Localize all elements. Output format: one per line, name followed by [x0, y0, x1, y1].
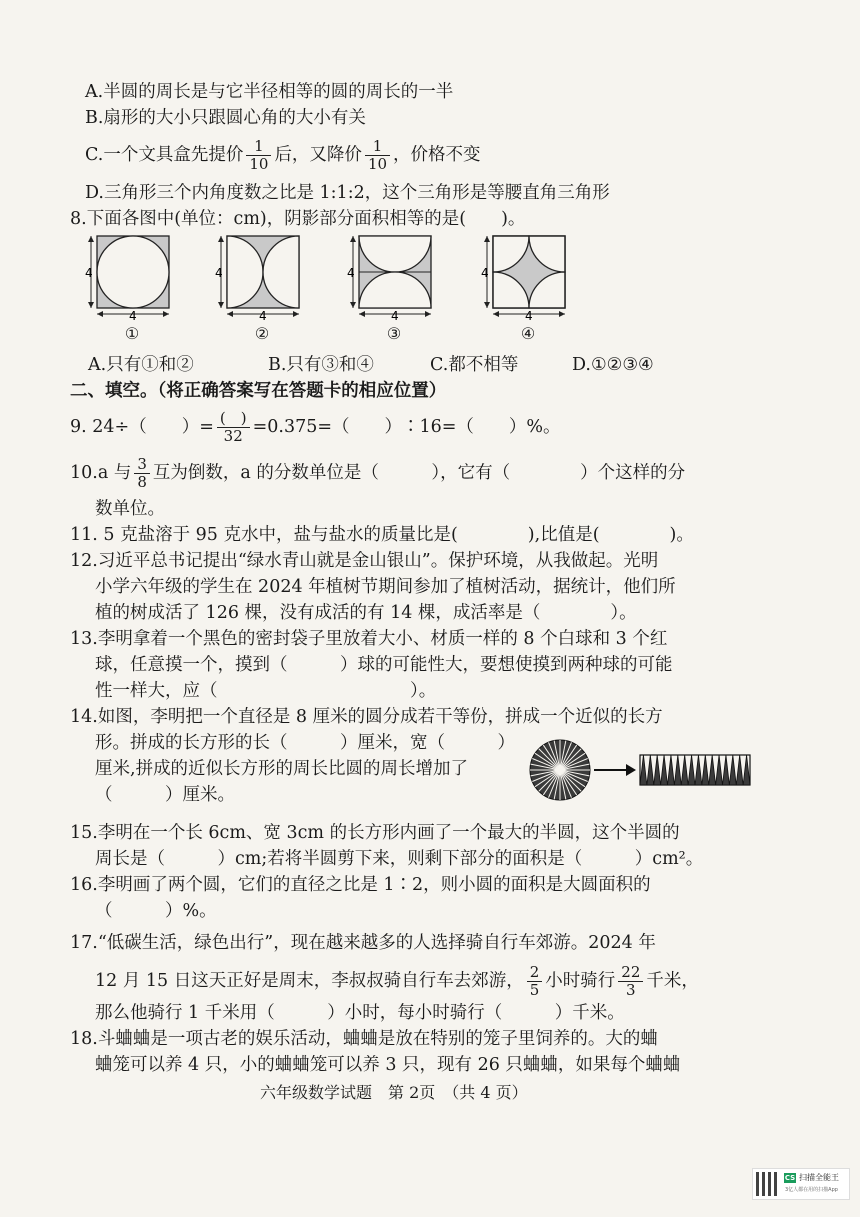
q15-line-1: 15.李明在一个长 6cm、宽 3cm 的长方形内画了一个最大的半圆，这个半圆的	[70, 823, 680, 843]
dim-label-4: 4	[129, 309, 137, 323]
dim-label-4: 4	[259, 309, 267, 323]
fraction: $\frac{1}{10}$	[365, 138, 390, 173]
q12-line-1: 12.习近平总书记提出“绿水青山就是金山银山”。保护环境，从我做起。光明	[70, 551, 659, 571]
figure-1-label: ①	[124, 324, 140, 343]
figure-3-label: ③	[386, 324, 402, 343]
dim-label-4: 4	[481, 266, 489, 280]
dim-label-4: 4	[85, 266, 93, 280]
q17-line-1: 17.“低碳生活，绿色出行”，现在越来越多的人选择骑自行车郊游。2024 年	[70, 933, 656, 953]
q8-option-d: D.①②③④	[572, 355, 654, 375]
page-footer: 六年级数学试题 第 2页 （共 4 页）	[260, 1083, 528, 1102]
q14-line-2: 形。拼成的长方形的长（ ）厘米，宽（ ）	[95, 733, 515, 753]
scanner-watermark	[752, 1168, 850, 1200]
q16-line-2: （ ）%。	[95, 901, 217, 921]
fraction: $\frac{3}{8}$	[134, 456, 150, 491]
section-heading: 二、填空。（将正确答案写在答题卡的相应位置）	[70, 381, 447, 401]
scanner-subtitle: 3亿人都在用的扫描App	[785, 1187, 838, 1193]
q7-option-a: A.半圆的周长是与它半径相等的圆的周长的一半	[85, 82, 454, 102]
q10-line-1: 10.a 与 $\frac{3}{8}$ 互为倒数，a 的分数单位是（ ），它有（ ）个这样的分	[70, 455, 686, 491]
sector-circle	[530, 740, 590, 800]
qr-code-icon	[756, 1172, 780, 1196]
q14-line-4: （ ）厘米。	[95, 785, 235, 805]
q14-figure	[526, 738, 846, 804]
q13-line-1: 13.李明拿着一个黑色的密封袋子里放着大小、材质一样的 8 个白球和 3 个红	[70, 629, 668, 649]
q14-line-1: 14.如图，李明把一个直径是 8 厘米的圆分成若干等份，拼成一个近似的长方	[70, 707, 663, 727]
q7-option-c: C.一个文具盒先提价 $\frac{1}{10}$ 后，又降价 $\frac{1}{10}$ ，价格不变	[85, 137, 481, 173]
q13-line-2: 球，任意摸一个，摸到（ ）球的可能性大，要想使摸到两种球的可能	[95, 655, 673, 675]
figure-4-label: ④	[520, 324, 536, 343]
dim-label-4: 4	[215, 266, 223, 280]
q8-figures	[85, 232, 585, 348]
q18-line-1: 18.斗蛐蛐是一项古老的娱乐活动，蛐蛐是放在特别的笼子里饲养的。大的蛐	[70, 1029, 658, 1049]
q9: 9. 24÷（ ）= $\frac{( )}{32}$ =0.375=（ ）∶16=（ ）%。	[70, 409, 561, 445]
q17-line-2: 12 月 15 日这天正好是周末，李叔叔骑自行车去郊游， $\frac{2}{5}$ 小时骑行 $\frac{22}{3}$ 千米，	[95, 963, 699, 999]
q7-option-d: D.三角形三个内角度数之比是 1:1:2，这个三角形是等腰直角三角形	[85, 183, 610, 203]
fraction: $\frac{22}{3}$	[618, 964, 643, 999]
q12-line-2: 小学六年级的学生在 2024 年植树节期间参加了植树活动，据统计，他们所	[95, 577, 676, 597]
q15-line-2: 周长是（ ）cm;若将半圆剪下来，则剩下部分的面积是（ ）cm²。	[95, 849, 704, 869]
q16-line-1: 16.李明画了两个圆，它们的直径之比是 1∶2，则小圆的面积是大圆面积的	[70, 875, 651, 895]
approx-rectangle	[640, 755, 750, 785]
q12-line-3: 植的树成活了 126 棵，没有成活的有 14 棵，成活率是（ ）。	[95, 603, 637, 623]
figure-2-label: ②	[254, 324, 270, 343]
q18-line-2: 蛐笼可以养 4 只，小的蛐蛐笼可以养 3 只，现有 26 只蛐蛐，如果每个蛐蛐	[95, 1055, 681, 1075]
dim-label-4: 4	[525, 309, 533, 323]
q10-line-2: 数单位。	[95, 499, 165, 519]
fraction: $\frac{1}{10}$	[246, 138, 271, 173]
scanner-title: 扫描全能王	[799, 1173, 839, 1182]
camscanner-logo-icon: CS	[784, 1174, 796, 1182]
q7-option-b: B.扇形的大小只跟圆心角的大小有关	[85, 108, 366, 128]
dim-label-4: 4	[347, 266, 355, 280]
arrow-icon	[594, 764, 636, 776]
q11: 11. 5 克盐溶于 95 克水中，盐与盐水的质量比是( ),比值是( )。	[70, 525, 694, 545]
q8-option-b: B.只有③和④	[268, 355, 374, 375]
q17-line-3: 那么他骑行 1 千米用（ ）小时，每小时骑行（ ）千米。	[95, 1003, 625, 1023]
q8-option-a: A.只有①和②	[88, 355, 194, 375]
q8-option-c: C.都不相等	[430, 355, 519, 375]
q13-line-3: 性一样大，应（ ）。	[95, 681, 437, 701]
fraction: $\frac{2}{5}$	[527, 964, 543, 999]
q14-line-3: 厘米,拼成的近似长方形的周长比圆的周长增加了	[95, 759, 469, 779]
q8-stem: 8.下面各图中(单位：cm)，阴影部分面积相等的是( )。	[70, 209, 526, 229]
dim-label-4: 4	[391, 309, 399, 323]
fraction: $\frac{( )}{32}$	[217, 410, 250, 445]
